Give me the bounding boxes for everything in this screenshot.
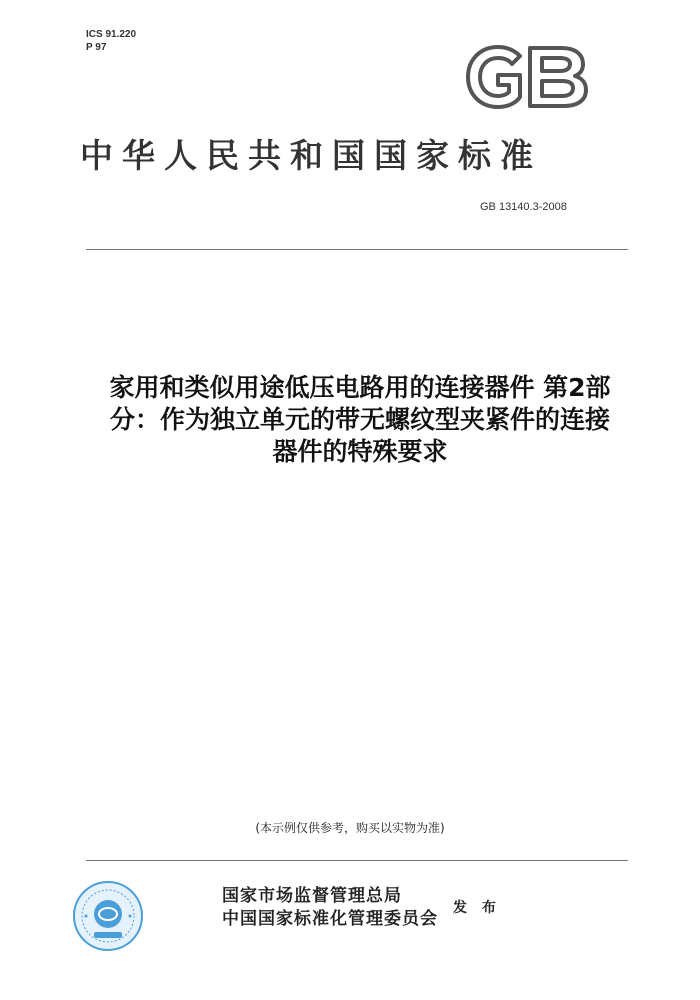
- ics-code: ICS 91.220: [86, 29, 137, 40]
- standard-number: GB 13140.3-2008: [480, 201, 567, 213]
- document-title-line: 家用和类似用途低压电路用的连接器件 第2部: [109, 373, 611, 402]
- document-title-line: 分：作为独立单元的带无螺纹型夹紧件的连接: [109, 405, 610, 434]
- certification-seal-icon: [72, 880, 144, 952]
- bottom-divider: [86, 860, 628, 861]
- publish-label: 发 布: [453, 900, 501, 916]
- document-title-line: 器件的特殊要求: [272, 437, 448, 466]
- document-title: [40, 372, 680, 468]
- top-divider: [86, 249, 628, 250]
- issuer-name: 中国国家标准化管理委员会: [222, 909, 438, 929]
- issuing-authorities: [222, 885, 438, 931]
- ccs-code: P 97: [86, 42, 107, 53]
- issuer-name: 国家市场监督管理总局: [222, 886, 402, 906]
- gb-logo: [462, 42, 592, 112]
- ics-block: [86, 28, 136, 54]
- national-standard-title: 中华人民共和国国家标准: [80, 136, 542, 175]
- sample-note: (本示例仅供参考，购买以实物为准): [255, 821, 445, 835]
